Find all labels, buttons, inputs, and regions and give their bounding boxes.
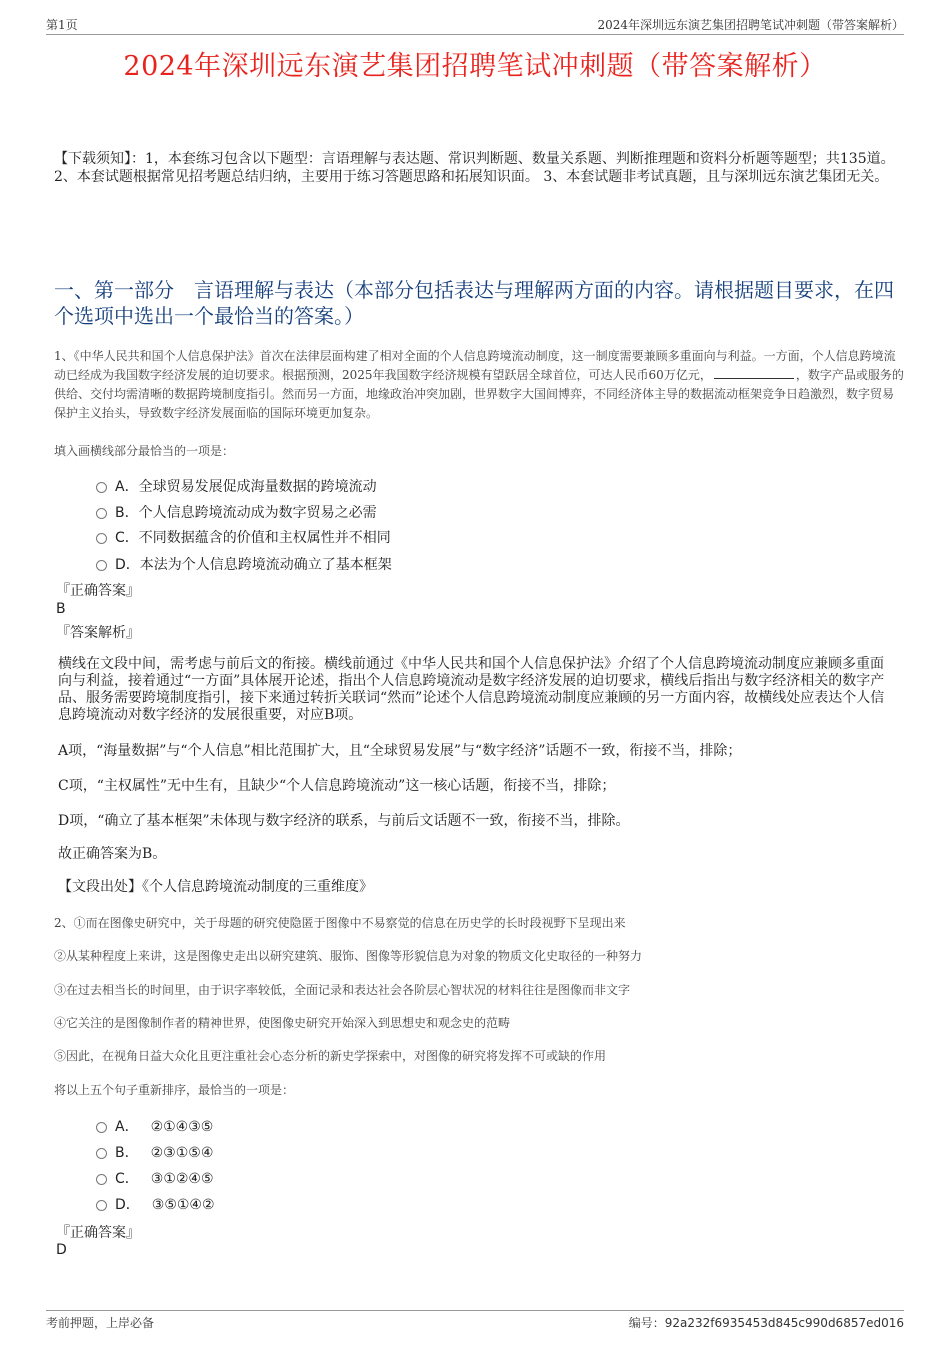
q1-answer: B [56, 601, 66, 617]
radio-icon[interactable] [96, 1122, 107, 1133]
radio-icon[interactable] [96, 533, 107, 544]
q1-option-a-analysis: A项，“海量数据”与“个人信息”相比范围扩大，且“全球贸易发展”与“数字经济”话题不一致，衔接不当，排除； [58, 743, 742, 759]
q2-sentence-3: ③在过去相当长的时间里，由于识字率较低，全面记录和表达社会各阶层心智状况的材料往往是图像而非文字 [54, 983, 631, 997]
radio-icon[interactable] [96, 1148, 107, 1159]
q1-option-c-analysis: C项，“主权属性”无中生有，且缺少“个人信息跨境流动”这一核心话题，衔接不当，排除； [58, 778, 616, 794]
header-doc-title: 2024年深圳远东演艺集团招聘笔试冲刺题（带答案解析） [597, 18, 904, 32]
q2-sentence-1: 2、①而在图像史研究中，关于母题的研究使隐匿于图像中不易察觉的信息在历史学的长时段视野下呈现出来 [54, 916, 626, 930]
page-header [46, 14, 904, 35]
radio-icon[interactable] [96, 560, 107, 571]
q2-answer-label: 『正确答案』 [56, 1225, 140, 1241]
document-title: 2024年深圳远东演艺集团招聘笔试冲刺题（带答案解析） [123, 51, 827, 82]
q1-analysis: 横线在文段中间，需考虑与前后文的衔接。横线前通过《中华人民共和国个人信息保护法》介绍了个人信息跨境流动制度应兼顾多重面向与利益，接着通过“一方面”具体展开论述，指出个人信息跨境流动是数字经济发展的迫切要求，横线后指出与数字经济相关的数字产品、服务需要跨境制度指引，接下来通过转折关联词“然而”论述个人信息跨境流动制度应兼顾的另一方面内容，故横线处应表达个人信息跨境流动对数字经济的发展很重要，对应B项。 [58, 656, 885, 723]
q2-option-c[interactable]: C． ③①②④⑤ [96, 1168, 214, 1188]
q1-prompt: 填入画横线部分最恰当的一项是： [54, 444, 235, 458]
q2-prompt: 将以上五个句子重新排序，最恰当的一项是： [54, 1083, 295, 1097]
q1-source: 【文段出处】《个人信息跨境流动制度的三重维度》 [58, 879, 373, 895]
section-heading: 一、第一部分 言语理解与表达（本部分包括表达与理解两方面的内容。请根据题目要求，在四个选项中选出一个最恰当的答案。） [54, 278, 894, 328]
radio-icon[interactable] [96, 1174, 107, 1185]
radio-icon[interactable] [96, 482, 107, 493]
q1-stem-part1: 1、《中华人民共和国个人信息保护法》首次在法律层面构建了相对全面的个人信息跨境流动制度，这一制度需要兼顾多重面向与利益。一方面，个人信息跨境流动已经成为我国数字经济发展的迫切要求。根据预测，2025年我国数字经济规模有望跃居全球首位，可达人民币60万亿元， [54, 349, 896, 382]
download-notice: 【下载须知】：1，本套练习包含以下题型：言语理解与表达题、常识判断题、数量关系题、判断推理题和资料分析题等题型；共135道。 2、本套试题根据常见招考题总结归纳，主要用于练习答题思路和拓展知识面。 3、本套试题非考试真题，且与深圳远东演艺集团无关。 [54, 151, 895, 185]
q1-option-c[interactable]: C．不同数据蕴含的价值和主权属性并不相同 [96, 527, 391, 547]
q1-stem-part2: ，数字产品或服务的供给、交付均需清晰的数据跨境制度指引。然而另一方面，地缘政治冲突加剧，世界数字大国间博弈，不同经济体主导的数据流动框架竞争日趋激烈，数字贸易保护主义抬头，导致数字经济发展面临的国际环境更加复杂。 [54, 368, 904, 420]
footer-slogan: 考前押题，上岸必备 [46, 1316, 155, 1330]
page-footer [46, 1310, 904, 1329]
q2-option-d[interactable]: D． ③⑤①④② [96, 1194, 215, 1214]
q2-answer: D [56, 1242, 67, 1258]
radio-icon[interactable] [96, 1200, 107, 1211]
q1-option-d[interactable]: D．本法为个人信息跨境流动确立了基本框架 [96, 554, 392, 574]
q2-sentence-5: ⑤因此，在视角日益大众化且更注重社会心态分析的新史学探索中，对图像的研究将发挥不可或缺的作用 [54, 1049, 607, 1063]
q1-conclusion: 故正确答案为B。 [58, 846, 167, 862]
radio-icon[interactable] [96, 508, 107, 519]
q1-option-b[interactable]: B．个人信息跨境流动成为数字贸易之必需 [96, 502, 377, 522]
fill-blank [714, 368, 794, 379]
q1-stem [54, 347, 904, 423]
q2-sentence-2: ②从某种程度上来讲，这是图像史走出以研究建筑、服饰、图像等形貌信息为对象的物质文化史取径的一种努力 [54, 949, 643, 963]
q2-option-b[interactable]: B． ②③①⑤④ [96, 1142, 213, 1162]
q1-option-a[interactable]: A．全球贸易发展促成海量数据的跨境流动 [96, 476, 377, 496]
q1-option-d-analysis: D项，“确立了基本框架”未体现与数字经济的联系，与前后文话题不一致，衔接不当，排除。 [58, 813, 630, 829]
q1-answer-label: 『正确答案』 [56, 583, 140, 599]
q1-analysis-label: 『答案解析』 [56, 625, 140, 641]
document-code: 编号：92a232f6935453d845c990d6857ed016 [628, 1316, 904, 1330]
page-number: 第1页 [46, 18, 78, 32]
q2-sentence-4: ④它关注的是图像制作者的精神世界，使图像史研究开始深入到思想史和观念史的范畴 [54, 1016, 511, 1030]
q2-option-a[interactable]: A． ②①④③⑤ [96, 1116, 213, 1136]
